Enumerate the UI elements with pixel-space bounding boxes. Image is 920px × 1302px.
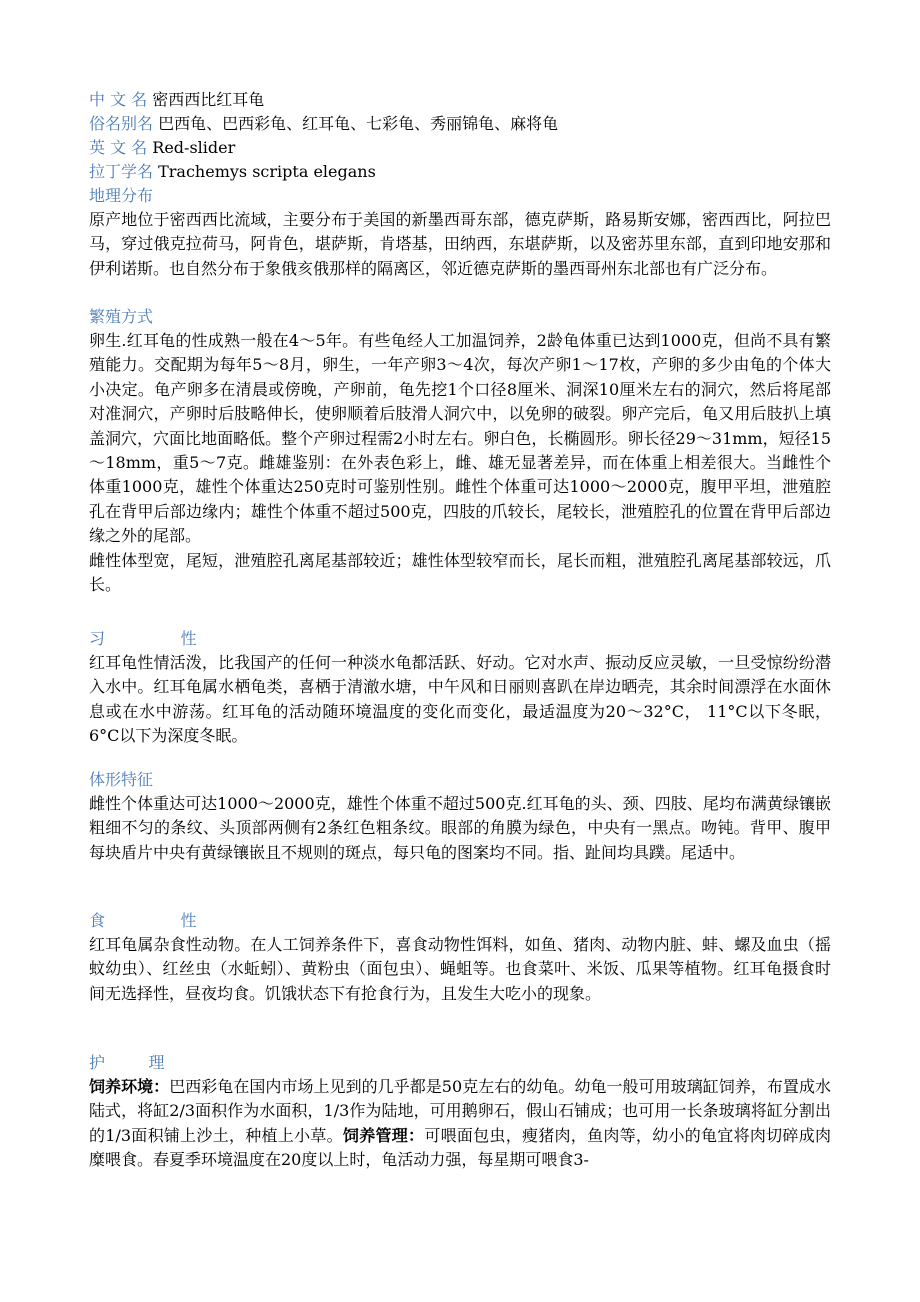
info-value: Trachemys scripta elegans bbox=[158, 162, 376, 181]
care-label-management: 饲养管理： bbox=[342, 1125, 425, 1145]
section-text bbox=[89, 1075, 831, 1173]
care-text-environment: 巴西彩龟在国内市场上见到的几乎都是50克左右的幼龟。幼龟一般可用玻璃缸饲养，布置成水陆式，将缸2/3面积作为水面积，1/3作为陆地，可用鹅卵石，假山石铺成；也可用一长条玻璃将缸分割出的1/3面积铺上沙土，种植上小草。 bbox=[89, 1077, 831, 1145]
section-heading: 食 性 bbox=[89, 911, 232, 930]
info-block bbox=[89, 88, 831, 184]
info-value: 巴西龟、巴西彩龟、红耳龟、七彩龟、秀丽锦龟、麻将龟 bbox=[158, 114, 559, 133]
info-value: 密西西比红耳龟 bbox=[152, 90, 265, 109]
section-heading: 地理分布 bbox=[89, 186, 154, 205]
section-text: 原产地位于密西西比流域，主要分布于美国的新墨西哥东部，德克萨斯，路易斯安娜，密西西比，阿拉巴马，穿过俄克拉荷马，阿肯色，堪萨斯，肯塔基，田纳西，东堪萨斯，以及密苏里东部，直到印地安那和伊利诺斯。也自然分布于象俄亥俄那样的隔离区，邻近德克萨斯的墨西哥州东北部也有广泛分布。 bbox=[89, 210, 831, 278]
section-text: 红耳龟属杂食性动物。在人工饲养条件下，喜食动物性饵料，如鱼、猪肉、动物内脏、蚌、螺及血虫（摇蚊幼虫）、红丝虫（水蚯蚓）、黄粉虫（面包虫）、蝇蛆等。也食菜叶、米饭、瓜果等植物。红耳龟摄食时间无选择性，昼夜均食。饥饿状态下有抢食行为，且发生大吃小的现象。 bbox=[89, 935, 831, 1003]
section-diet bbox=[89, 909, 831, 1006]
info-label: 俗名别名 bbox=[89, 114, 154, 133]
section-heading: 体形特征 bbox=[89, 770, 154, 789]
section-text: 卵生.红耳龟的性成熟一般在4～5年。有些龟经人工加温饲养，2龄龟体重已达到1000克，但尚不具有繁殖能力。交配期为每年5～8月，卵生，一年产卵3～4次，每次产卵1～17枚，产卵的多少由龟的个体大小决定。龟产卵多在清晨或傍晚，产卵前，龟先挖1个口径8厘米、洞深10厘米左右的洞穴，然后将尾部对准洞穴，产卵时后肢略伸长，使卵顺着后肢滑人洞穴中，以免卵的破裂。卵产完后，龟又用后肢扒上填盖洞穴，穴面比地面略低。整个产卵过程需2小时左右。卵白色，长椭圆形。卵长径29～31mm，短径15～18mm，重5～7克。雌雄鉴别：在外表色彩上，雌、雄无显著差异，而在体重上相差很大。当雌性个体重1000克，雄性个体重达250克时可鉴别性别。雌性个体重可达1000～2000克，腹甲平坦，泄殖腔孔在背甲后部边缘内；雄性个体重不超过500克，四肢的爪较长，尾较长，泄殖腔孔的位置在背甲后部边缘之外的尾部。 bbox=[89, 331, 831, 546]
care-label-environment: 饲养环境： bbox=[89, 1077, 170, 1096]
section-text: 红耳龟性情活泼，比我国产的任何一种淡水龟都活跃、好动。它对水声、振动反应灵敏，一旦受惊纷纷潜入水中。红耳龟属水栖龟类，喜栖于清澈水塘，中午风和日丽则喜趴在岸边晒壳，其余时间漂浮在水面休息或在水中游荡。红耳龟的活动随环境温度的变化而变化，最适温度为20～32°C， 11°C以下冬眠，6°C以下为深度冬眠。 bbox=[89, 653, 831, 746]
section-breeding bbox=[89, 305, 831, 597]
info-value: Red-slider bbox=[152, 138, 236, 157]
info-chinese-name bbox=[89, 88, 831, 112]
section-habits bbox=[89, 627, 831, 749]
section-text-extra: 雌性体型宽，尾短，泄殖腔孔离尾基部较近；雄性体型较窄而长，尾长而粗，泄殖腔孔离尾基部较远，爪长。 bbox=[89, 550, 831, 595]
section-distribution bbox=[89, 184, 831, 281]
info-english-name bbox=[89, 136, 831, 160]
section-body-features bbox=[89, 768, 831, 865]
info-latin-name bbox=[89, 160, 831, 184]
info-label: 拉丁学名 bbox=[89, 162, 154, 181]
info-label: 英 文 名 bbox=[89, 138, 148, 157]
section-text: 雌性个体重达可达1000～2000克，雄性个体重不超过500克.红耳龟的头、颈、四肢、尾均布满黄绿镶嵌粗细不匀的条纹、头顶部两侧有2条红色粗条纹。眼部的角膜为绿色，中央有一黑点。吻钝。背甲、腹甲每块盾片中央有黄绿镶嵌且不规则的斑点，每只龟的图案均不同。指、趾间均具蹼。尾适中。 bbox=[89, 794, 831, 862]
care-text-management: 可喂面包虫，瘦猪肉，鱼肉等，幼小的龟宜将肉切碎成肉糜喂食。春夏季环境温度在20度以上时，龟活动力强，每星期可喂食3- bbox=[89, 1125, 831, 1170]
section-heading: 繁殖方式 bbox=[89, 307, 154, 326]
section-care bbox=[89, 1051, 831, 1173]
info-label: 中 文 名 bbox=[89, 90, 148, 109]
section-heading: 护 理 bbox=[89, 1053, 184, 1072]
info-common-names bbox=[89, 112, 831, 136]
section-heading: 习 性 bbox=[89, 629, 232, 648]
